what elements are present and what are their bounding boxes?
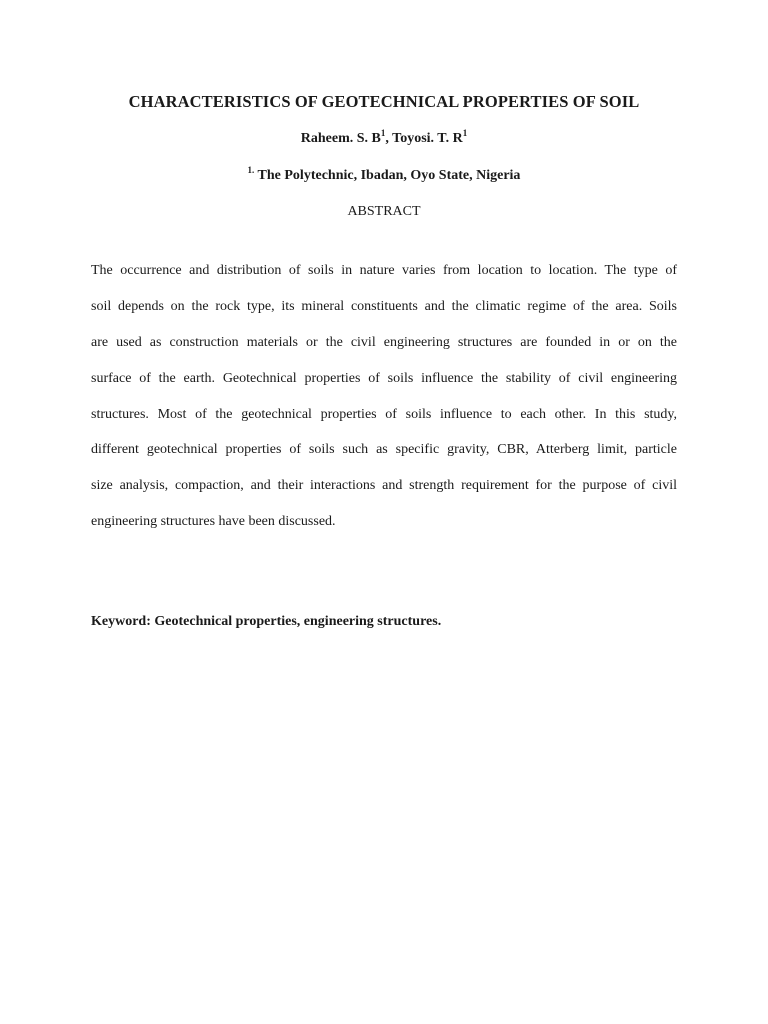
abstract-line: The occurrence and distribution of soils in nature varies from location to location. The type of bbox=[91, 263, 677, 278]
abstract-line: soil depends on the rock type, its mineral constituents and the climatic regime of the area. Soils bbox=[91, 298, 677, 314]
author-name: Raheem. S. B bbox=[300, 131, 381, 146]
abstract-heading: ABSTRACT bbox=[347, 204, 421, 219]
affiliation-line bbox=[0, 165, 768, 184]
abstract-line: engineering structures have been discussed. bbox=[91, 514, 336, 530]
affiliation-mark: 1 bbox=[380, 128, 386, 138]
author-separator: , bbox=[385, 131, 393, 146]
affiliation-mark: 1. bbox=[247, 165, 255, 175]
author-name: Toyosi. T. R bbox=[392, 131, 463, 146]
abstract-body bbox=[91, 253, 677, 540]
abstract-line: are used as construction materials or the civil engineering structures are founded in or on the bbox=[91, 334, 677, 350]
abstract-line: size analysis, compaction, and their interactions and strength requirement for the purpose of civil bbox=[91, 478, 677, 494]
abstract-line: structures. Most of the geotechnical properties of soils influence to each other. In this study, bbox=[91, 406, 677, 422]
affiliation-mark: 1 bbox=[462, 128, 468, 138]
author-line bbox=[0, 128, 768, 147]
abstract-line: surface of the earth. Geotechnical properties of soils influence the stability of civil engineering bbox=[91, 370, 677, 386]
affiliation-text: The Polytechnic, Ibadan, Oyo State, Nigeria bbox=[254, 168, 521, 183]
paper-title: CHARACTERISTICS OF GEOTECHNICAL PROPERTIES OF SOIL bbox=[128, 92, 640, 111]
abstract-line: different geotechnical properties of soils such as specific gravity, CBR, Atterberg limit, particle bbox=[91, 442, 677, 458]
keyword-line: Keyword: Geotechnical properties, engineering structures. bbox=[91, 614, 442, 629]
